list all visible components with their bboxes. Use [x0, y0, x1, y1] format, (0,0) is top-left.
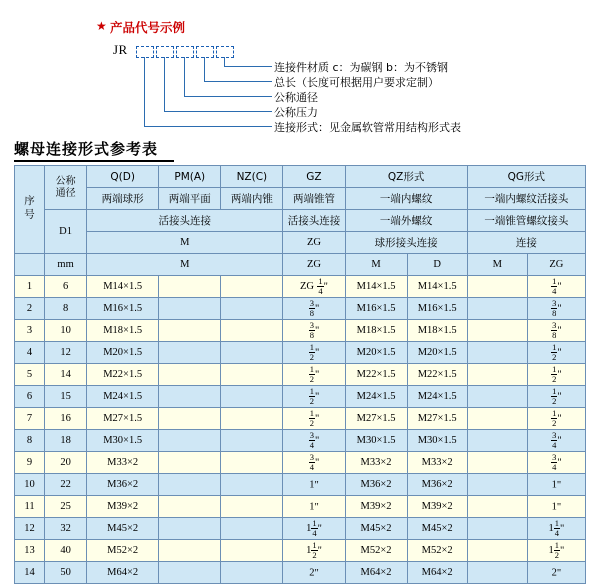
cell-dn: 15 [45, 386, 87, 408]
cell-q: M45×2 [87, 518, 159, 540]
callout-label-2: 总长（长度可根据用户要求定制） [274, 76, 439, 89]
header-d1: D1 [45, 210, 87, 254]
cell-qz-m: M36×2 [345, 474, 407, 496]
cell-q: M36×2 [87, 474, 159, 496]
cell-qz-d: M39×2 [407, 496, 467, 518]
cell-gz: $\frac{3}{4}$ " [283, 452, 345, 474]
cell-pm [159, 496, 221, 518]
cell-q: M16×1.5 [87, 298, 159, 320]
cell-nz [221, 386, 283, 408]
cell-gz: 1 $\frac{1}{2}$ " [283, 540, 345, 562]
cell-dn: 10 [45, 320, 87, 342]
cell-qz-d: M14×1.5 [407, 276, 467, 298]
cell-qz-d: M45×2 [407, 518, 467, 540]
cell-qg-m [467, 540, 527, 562]
cell-seq: 10 [15, 474, 45, 496]
table-row [15, 562, 586, 584]
table-row [15, 386, 586, 408]
callout-label-1: 连接件材质 c：为碳钢 b：为不锈钢 [274, 61, 449, 74]
cell-dn: 50 [45, 562, 87, 584]
cell-dn: 22 [45, 474, 87, 496]
callout-label-3: 公称通径 [274, 91, 318, 104]
cell-pm [159, 320, 221, 342]
cell-qz-m: M24×1.5 [345, 386, 407, 408]
leader-line-1 [224, 57, 225, 66]
table-row [15, 408, 586, 430]
cell-gz: $\frac{1}{2}$ " [283, 386, 345, 408]
cell-seq: 11 [15, 496, 45, 518]
header-group-conn-3: 活接头连接 [283, 210, 345, 232]
table-row [15, 518, 586, 540]
table-head [15, 166, 586, 276]
header-row-units2 [15, 254, 586, 276]
header-unit-qg-zg: ZG [527, 254, 585, 276]
cell-qg-m [467, 386, 527, 408]
cell-gz: 1" [283, 496, 345, 518]
cell-q: M39×2 [87, 496, 159, 518]
header-group-type-4: 一端内螺纹 [345, 188, 467, 210]
cell-qg-m [467, 364, 527, 386]
section-underline [14, 160, 174, 162]
cell-dn: 18 [45, 430, 87, 452]
cell-qz-d: M64×2 [407, 562, 467, 584]
cell-nz [221, 276, 283, 298]
cell-qz-m: M33×2 [345, 452, 407, 474]
table-row [15, 320, 586, 342]
cell-qz-d: M36×2 [407, 474, 467, 496]
leader-line-2 [204, 57, 205, 81]
table-row [15, 452, 586, 474]
cell-dn: 8 [45, 298, 87, 320]
header-dn-label: 公称通径 [55, 176, 76, 199]
cell-pm [159, 298, 221, 320]
header-group-type-0: 两端球形 [87, 188, 159, 210]
cell-qz-m: M22×1.5 [345, 364, 407, 386]
table-row [15, 364, 586, 386]
leader-h-2 [204, 81, 272, 82]
table-row [15, 276, 586, 298]
table-row [15, 342, 586, 364]
cell-nz [221, 364, 283, 386]
cell-q: M30×1.5 [87, 430, 159, 452]
cell-qg-zg: $\frac{1}{2}$ " [527, 386, 585, 408]
cell-pm [159, 518, 221, 540]
header-group-conn-4: 球形接头连接 [345, 232, 467, 254]
cell-seq: 4 [15, 342, 45, 364]
cell-qg-zg: 1" [527, 474, 585, 496]
cell-qz-m: M20×1.5 [345, 342, 407, 364]
cell-nz [221, 320, 283, 342]
header-seq-label: 序号 [23, 194, 36, 222]
header-row-code [15, 166, 586, 188]
code-slot-1 [136, 46, 154, 58]
header-group-type2-5: 一端锥管螺纹接头 [467, 210, 585, 232]
header-unit-m: M [87, 232, 283, 254]
leader-line-3 [184, 57, 185, 96]
code-slot-5 [216, 46, 234, 58]
code-slot-3 [176, 46, 194, 58]
cell-qg-m [467, 452, 527, 474]
cell-nz [221, 342, 283, 364]
star-icon: ★ [96, 19, 107, 33]
header-mm-spacer [15, 254, 45, 276]
header-group-code-5: QG形式 [467, 166, 585, 188]
leader-h-3 [184, 96, 272, 97]
cell-qg-m [467, 518, 527, 540]
leader-h-5 [144, 126, 272, 127]
leader-h-1 [224, 66, 272, 67]
cell-pm [159, 408, 221, 430]
cell-nz [221, 474, 283, 496]
cell-qg-zg: 1 $\frac{1}{4}$ " [527, 518, 585, 540]
cell-qz-d: M20×1.5 [407, 342, 467, 364]
cell-seq: 3 [15, 320, 45, 342]
cell-qz-d: M16×1.5 [407, 298, 467, 320]
header-dn [45, 166, 87, 210]
cell-dn: 12 [45, 342, 87, 364]
header-group-code-4: QZ形式 [345, 166, 467, 188]
cell-pm [159, 452, 221, 474]
cell-qg-zg: $\frac{1}{2}$ " [527, 342, 585, 364]
cell-pm [159, 474, 221, 496]
product-code-legend [0, 10, 600, 134]
cell-qg-zg: 2" [527, 562, 585, 584]
cell-dn: 32 [45, 518, 87, 540]
cell-gz: 1" [283, 474, 345, 496]
cell-seq: 14 [15, 562, 45, 584]
header-group-type-1: 两端平面 [159, 188, 221, 210]
cell-qz-m: M14×1.5 [345, 276, 407, 298]
header-group-type-5: 一端内螺纹活接头 [467, 188, 585, 210]
cell-qg-m [467, 298, 527, 320]
header-mm: mm [45, 254, 87, 276]
cell-seq: 6 [15, 386, 45, 408]
cell-qg-m [467, 562, 527, 584]
cell-gz: $\frac{1}{2}$ " [283, 342, 345, 364]
header-seq [15, 166, 45, 254]
cell-gz: $\frac{3}{8}$ " [283, 320, 345, 342]
cell-nz [221, 496, 283, 518]
cell-seq: 13 [15, 540, 45, 562]
cell-gz: $\frac{1}{2}$ " [283, 408, 345, 430]
cell-qz-m: M30×1.5 [345, 430, 407, 452]
cell-q: M33×2 [87, 452, 159, 474]
cell-gz: $\frac{3}{4}$ " [283, 430, 345, 452]
header-unit-zg: ZG [283, 232, 345, 254]
cell-q: M22×1.5 [87, 364, 159, 386]
cell-qz-m: M45×2 [345, 518, 407, 540]
nut-connection-reference-table [14, 165, 586, 584]
cell-qz-m: M64×2 [345, 562, 407, 584]
cell-gz: 2" [283, 562, 345, 584]
cell-q: M18×1.5 [87, 320, 159, 342]
cell-pm [159, 276, 221, 298]
header-row-type [15, 188, 586, 210]
cell-gz: $\frac{1}{2}$ " [283, 364, 345, 386]
header-unit-zg-2: ZG [283, 254, 345, 276]
header-group-code-2: NZ(C) [221, 166, 283, 188]
cell-q: M20×1.5 [87, 342, 159, 364]
header-unit-qg-m: M [467, 254, 527, 276]
cell-qg-zg: $\frac{1}{2}$ " [527, 408, 585, 430]
cell-qz-m: M39×2 [345, 496, 407, 518]
cell-q: M24×1.5 [87, 386, 159, 408]
cell-dn: 20 [45, 452, 87, 474]
cell-dn: 25 [45, 496, 87, 518]
cell-pm [159, 430, 221, 452]
cell-gz: ZG $\frac{1}{4}$ " [283, 276, 345, 298]
cell-qz-d: M18×1.5 [407, 320, 467, 342]
cell-pm [159, 386, 221, 408]
cell-qz-m: M27×1.5 [345, 408, 407, 430]
cell-dn: 16 [45, 408, 87, 430]
cell-qg-m [467, 474, 527, 496]
cell-pm [159, 364, 221, 386]
header-group-code-0: Q(D) [87, 166, 159, 188]
cell-pm [159, 562, 221, 584]
cell-qz-d: M33×2 [407, 452, 467, 474]
cell-seq: 7 [15, 408, 45, 430]
header-group-code-1: PM(A) [159, 166, 221, 188]
leader-h-4 [164, 111, 272, 112]
cell-qg-m [467, 276, 527, 298]
header-group-code-3: GZ [283, 166, 345, 188]
cell-seq: 12 [15, 518, 45, 540]
cell-nz [221, 518, 283, 540]
cell-qg-m [467, 408, 527, 430]
code-slot-4 [196, 46, 214, 58]
cell-nz [221, 298, 283, 320]
header-group-type2-4: 一端外螺纹 [345, 210, 467, 232]
cell-qg-zg: 1 $\frac{1}{2}$ " [527, 540, 585, 562]
header-row-conn [15, 210, 586, 232]
cell-seq: 1 [15, 276, 45, 298]
header-unit-qz-m: M [345, 254, 407, 276]
cell-qz-d: M22×1.5 [407, 364, 467, 386]
leader-line-4 [164, 57, 165, 111]
cell-qg-zg: $\frac{3}{4}$ " [527, 452, 585, 474]
header-group-conn-0: 活接头连接 [87, 210, 283, 232]
cell-nz [221, 562, 283, 584]
table-row [15, 496, 586, 518]
cell-pm [159, 342, 221, 364]
table-row [15, 430, 586, 452]
cell-dn: 14 [45, 364, 87, 386]
cell-nz [221, 452, 283, 474]
header-row-unit [15, 232, 586, 254]
cell-nz [221, 408, 283, 430]
cell-seq: 8 [15, 430, 45, 452]
cell-qg-m [467, 430, 527, 452]
cell-qz-d: M30×1.5 [407, 430, 467, 452]
cell-qz-d: M52×2 [407, 540, 467, 562]
code-slot-2 [156, 46, 174, 58]
legend-title: 产品代号示例 [110, 20, 186, 35]
callout-label-5: 连接形式：见金属软管常用结构形式表 [274, 121, 461, 134]
cell-qg-zg: $\frac{1}{2}$ " [527, 364, 585, 386]
header-group-type-3: 两端锥管 [283, 188, 345, 210]
cell-qz-d: M24×1.5 [407, 386, 467, 408]
cell-q: M52×2 [87, 540, 159, 562]
cell-qg-zg: $\frac{3}{4}$ " [527, 430, 585, 452]
cell-q: M64×2 [87, 562, 159, 584]
cell-qg-zg: $\frac{3}{8}$ " [527, 298, 585, 320]
cell-qg-m [467, 342, 527, 364]
cell-gz: 1 $\frac{1}{4}$ " [283, 518, 345, 540]
table-row [15, 298, 586, 320]
cell-qg-m [467, 320, 527, 342]
cell-qz-m: M52×2 [345, 540, 407, 562]
table-row [15, 540, 586, 562]
cell-q: M14×1.5 [87, 276, 159, 298]
cell-qz-m: M18×1.5 [345, 320, 407, 342]
cell-qg-zg: $\frac{3}{8}$ " [527, 320, 585, 342]
header-group-conn-5: 连接 [467, 232, 585, 254]
cell-seq: 9 [15, 452, 45, 474]
section-title: 螺母连接形式参考表 [14, 140, 159, 158]
cell-seq: 2 [15, 298, 45, 320]
leader-line-5 [144, 57, 145, 126]
cell-qg-zg: 1" [527, 496, 585, 518]
cell-qg-m [467, 496, 527, 518]
cell-q: M27×1.5 [87, 408, 159, 430]
cell-qz-m: M16×1.5 [345, 298, 407, 320]
header-group-type-2: 两端内锥 [221, 188, 283, 210]
cell-dn: 40 [45, 540, 87, 562]
code-prefix: JR [113, 42, 128, 57]
cell-seq: 5 [15, 364, 45, 386]
cell-qz-d: M27×1.5 [407, 408, 467, 430]
cell-nz [221, 430, 283, 452]
header-unit-m-2: M [87, 254, 283, 276]
cell-dn: 6 [45, 276, 87, 298]
table-body [15, 276, 586, 584]
header-unit-qz-d: D [407, 254, 467, 276]
table-row [15, 474, 586, 496]
cell-nz [221, 540, 283, 562]
cell-gz: $\frac{3}{8}$ " [283, 298, 345, 320]
callout-label-4: 公称压力 [274, 106, 318, 119]
cell-pm [159, 540, 221, 562]
cell-qg-zg: $\frac{1}{4}$ " [527, 276, 585, 298]
